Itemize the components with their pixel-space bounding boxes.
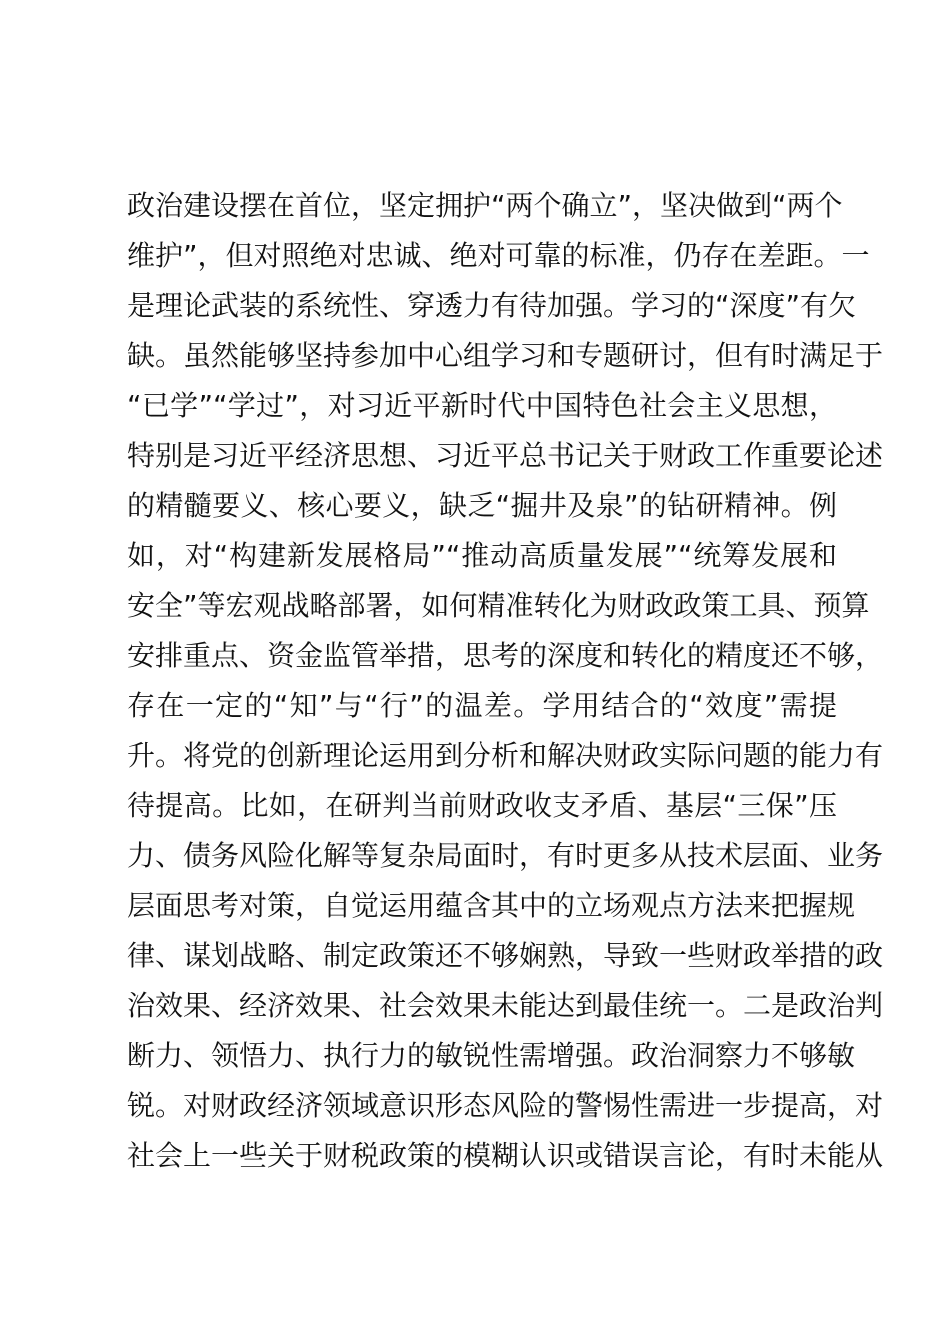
text-line-16: 律、谋划战略、制定政策还不够娴熟，导致一些财政举措的政 bbox=[127, 939, 884, 972]
text-line-2: 维护”，但对照绝对忠诚、绝对可靠的标准，仍存在差距。一 bbox=[127, 239, 870, 272]
text-line-12: 升。将党的创新理论运用到分析和解决财政实际问题的能力有 bbox=[127, 739, 884, 772]
text-line-17: 治效果、经济效果、社会效果未能达到最佳统一。二是政治判 bbox=[127, 989, 884, 1022]
text-line-11: 存在一定的“知”与“行”的温差。学用结合的“效度”需提 bbox=[127, 689, 837, 722]
text-line-10: 安排重点、资金监管举措，思考的深度和转化的精度还不够， bbox=[127, 639, 884, 672]
text-line-6: 特别是习近平经济思想、习近平总书记关于财政工作重要论述 bbox=[127, 439, 884, 472]
text-line-13: 待提高。比如，在研判当前财政收支矛盾、基层“三保”压 bbox=[127, 789, 837, 822]
text-line-9: 安全”等宏观战略部署，如何精准转化为财政政策工具、预算 bbox=[127, 589, 870, 622]
text-line-5: “已学”“学过”，对习近平新时代中国特色社会主义思想， bbox=[127, 389, 837, 422]
text-line-14: 力、债务风险化解等复杂局面时，有时更多从技术层面、业务 bbox=[127, 839, 884, 872]
text-line-3: 是理论武装的系统性、穿透力有待加强。学习的“深度”有欠 bbox=[127, 289, 857, 322]
body-paragraph bbox=[127, 181, 884, 1181]
text-line-19: 锐。对财政经济领域意识形态风险的警惕性需进一步提高，对 bbox=[127, 1089, 884, 1122]
text-line-1: 政治建设摆在首位，坚定拥护“两个确立”，坚决做到“两个 bbox=[127, 189, 843, 222]
text-line-20: 社会上一些关于财税政策的模糊认识或错误言论，有时未能从 bbox=[127, 1139, 884, 1172]
text-line-4: 缺。虽然能够坚持参加中心组学习和专题研讨，但有时满足于 bbox=[127, 339, 884, 372]
text-line-8: 如，对“构建新发展格局”“推动高质量发展”“统筹发展和 bbox=[127, 539, 837, 572]
text-line-7: 的精髓要义、核心要义，缺乏“掘井及泉”的钻研精神。例 bbox=[127, 489, 837, 522]
text-line-18: 断力、领悟力、执行力的敏锐性需增强。政治洞察力不够敏 bbox=[127, 1039, 856, 1072]
text-line-15: 层面思考对策，自觉运用蕴含其中的立场观点方法来把握规 bbox=[127, 889, 856, 922]
